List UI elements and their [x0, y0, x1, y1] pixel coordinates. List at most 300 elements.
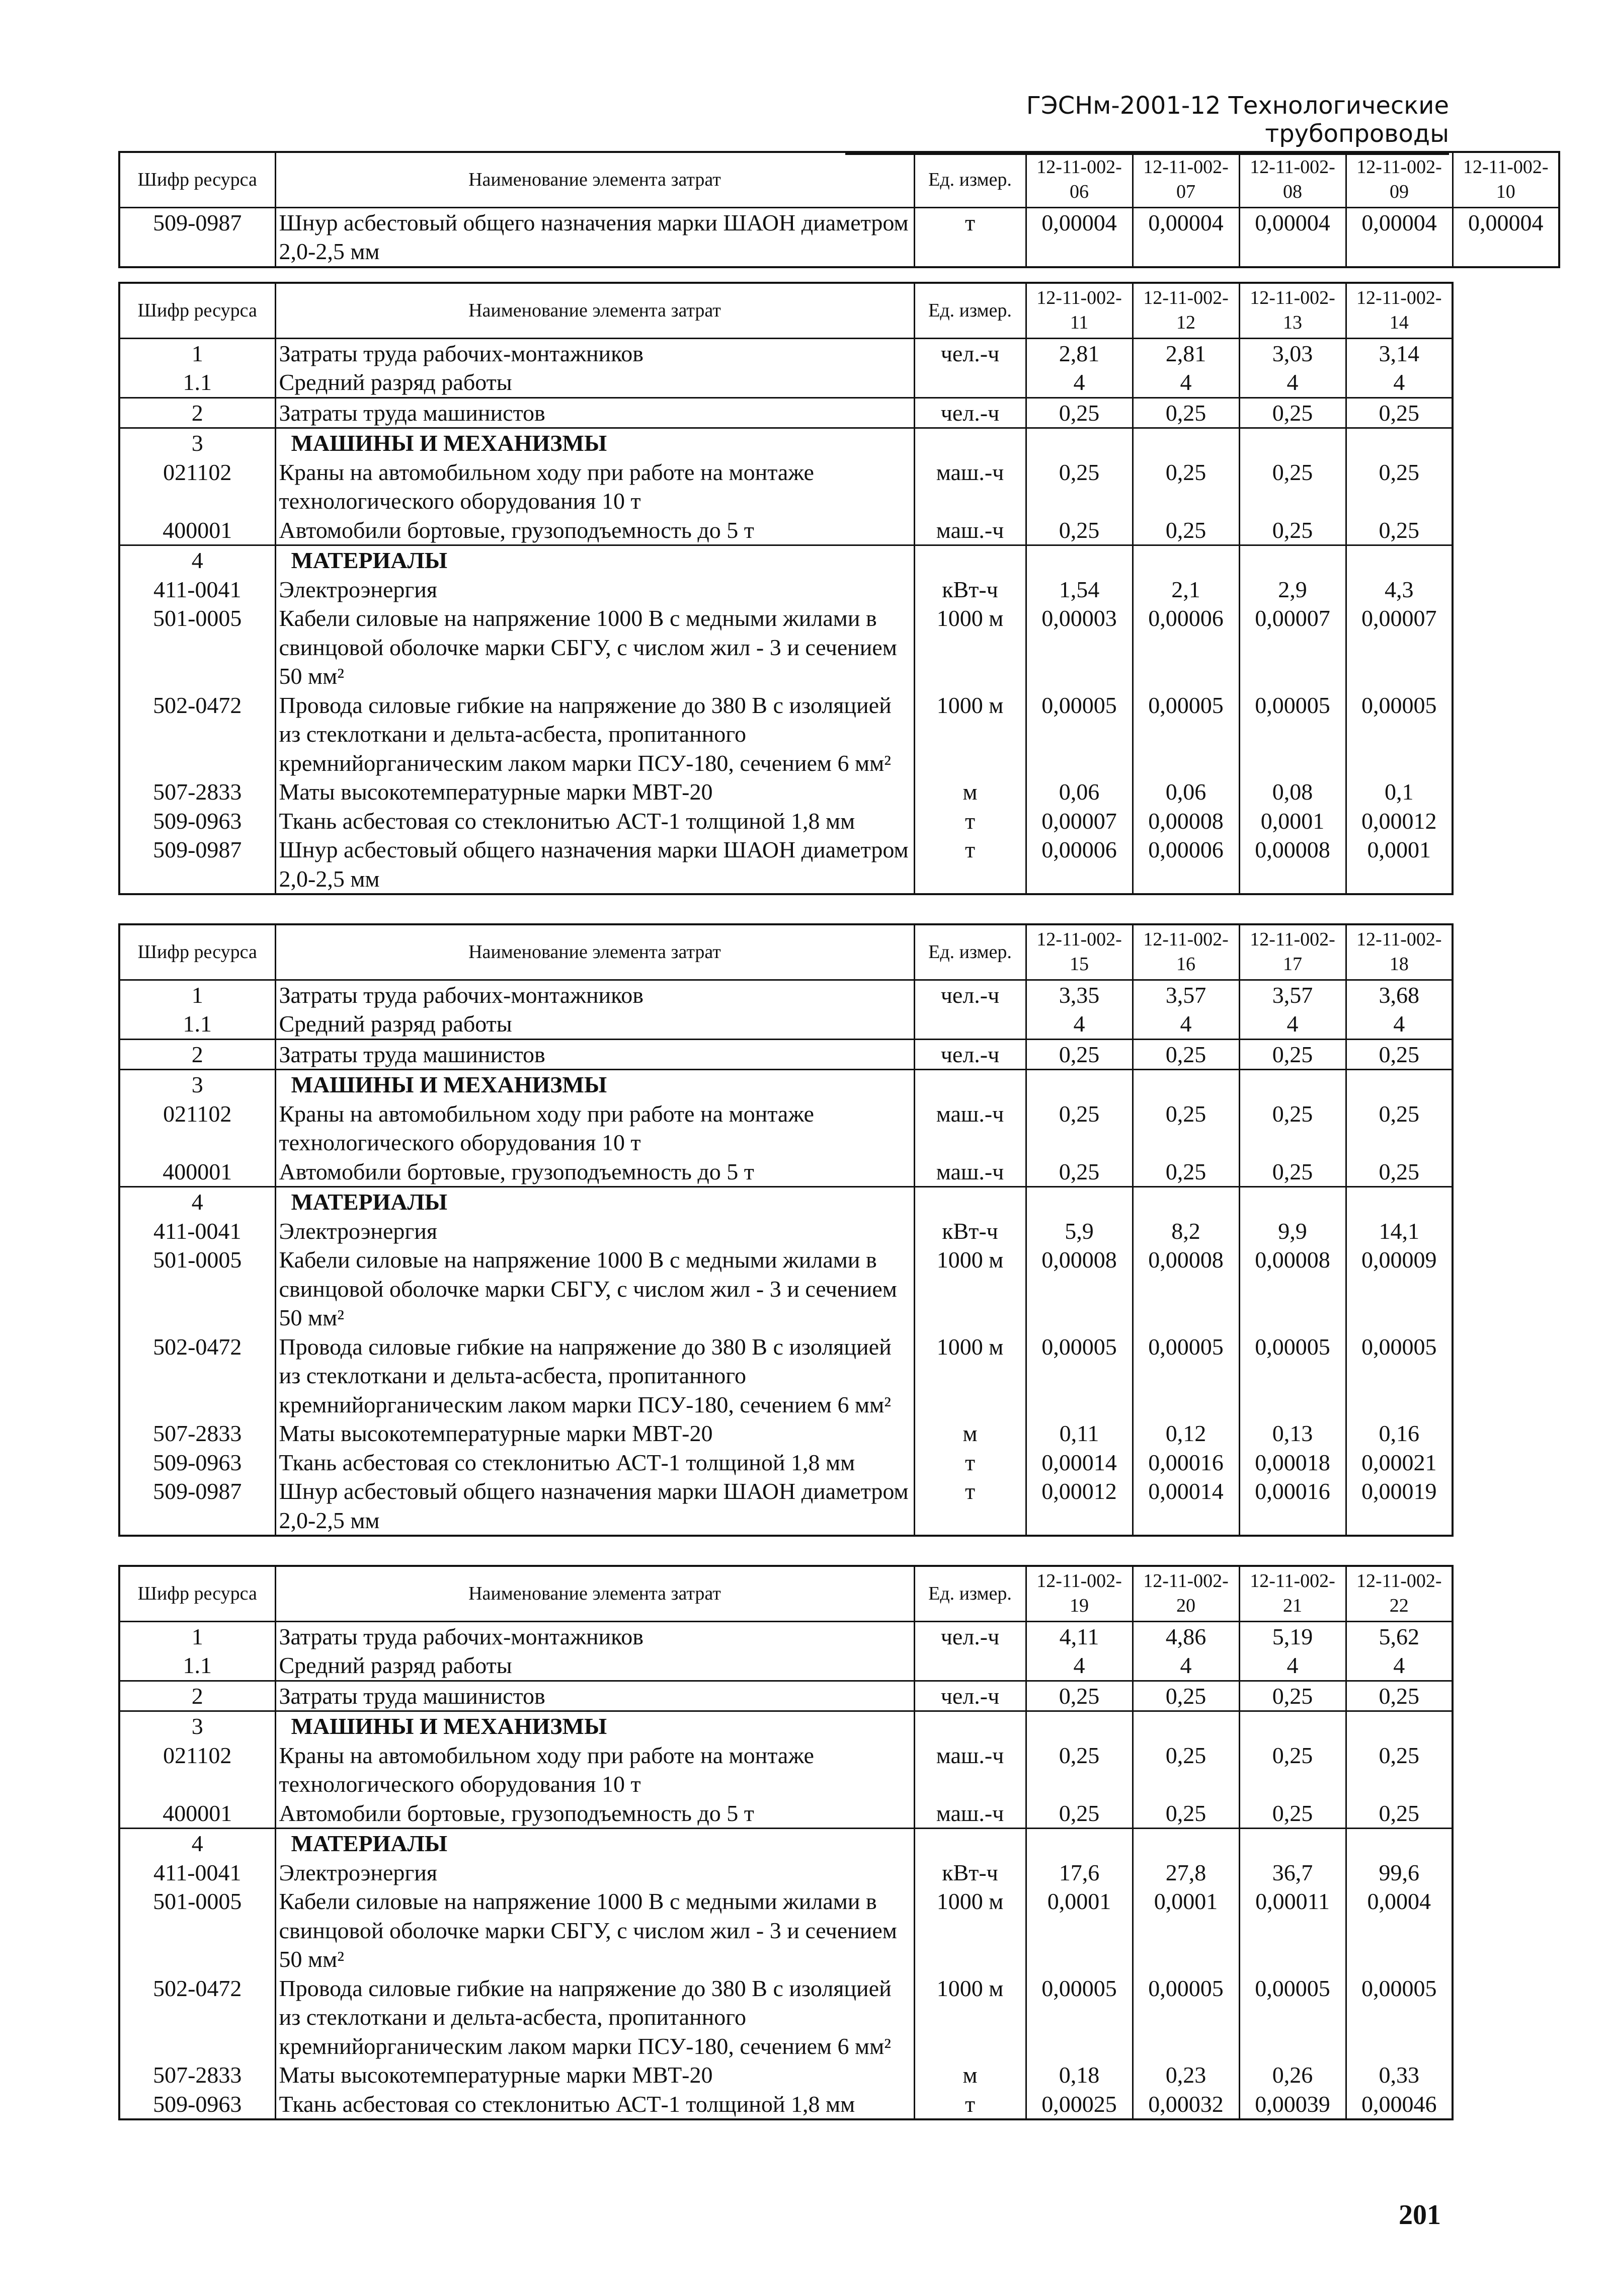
- norm-value: 4: [1133, 1009, 1239, 1039]
- norm-value: 0,00005: [1026, 1332, 1133, 1419]
- resource-unit: маш.-ч: [914, 1157, 1026, 1187]
- resource-code: 400001: [119, 1799, 275, 1829]
- norm-value: 4: [1239, 368, 1346, 398]
- norm-value: 0,25: [1239, 1157, 1346, 1187]
- norm-value: 0,18: [1026, 2061, 1133, 2090]
- section-row: [119, 545, 1453, 575]
- norm-value: 0,25: [1239, 1741, 1346, 1799]
- norm-value: 4: [1133, 368, 1239, 398]
- norm-value: 3,03: [1239, 338, 1346, 368]
- resource-name: Автомобили бортовые, грузоподъемность до 5 т: [275, 516, 914, 545]
- resource-unit: чел.-ч: [914, 338, 1026, 368]
- norm-value: [1239, 428, 1346, 458]
- resource-unit: кВт-ч: [914, 575, 1026, 604]
- table-row: [119, 980, 1453, 1009]
- norm-value: 0,25: [1026, 1681, 1133, 1711]
- norm-value: 0,00012: [1026, 1477, 1133, 1536]
- norm-value: 2,1: [1133, 575, 1239, 604]
- norm-value: 0,25: [1239, 1099, 1346, 1157]
- norm-value: 0,00005: [1239, 691, 1346, 778]
- norm-value: 1,54: [1026, 575, 1133, 604]
- resource-table: [118, 1565, 1454, 2120]
- norm-value: 0,00008: [1239, 1245, 1346, 1332]
- header-norm-code: 12-11-002-17: [1239, 924, 1346, 980]
- resource-unit: т: [914, 835, 1026, 894]
- resource-name: Затраты труда машинистов: [275, 1681, 914, 1711]
- header-norm-code: 12-11-002-06: [1026, 152, 1133, 207]
- resource-name: Автомобили бортовые, грузоподъемность до 5 т: [275, 1157, 914, 1187]
- resource-unit: [914, 545, 1026, 575]
- norm-value: 0,13: [1239, 1419, 1346, 1448]
- resource-code: 021102: [119, 458, 275, 516]
- resource-unit: чел.-ч: [914, 980, 1026, 1009]
- norm-value: [1026, 428, 1133, 458]
- resource-code: 1.1: [119, 368, 275, 398]
- norm-value: [1133, 428, 1239, 458]
- norm-value: 0,25: [1346, 1681, 1453, 1711]
- norm-value: 0,25: [1239, 1681, 1346, 1711]
- resource-unit: м: [914, 2061, 1026, 2090]
- norm-value: 0,25: [1346, 1799, 1453, 1829]
- norm-value: 0,25: [1239, 1799, 1346, 1829]
- table-row: [119, 575, 1453, 604]
- norm-value: 0,0001: [1239, 807, 1346, 836]
- norm-value: 0,00007: [1346, 604, 1453, 691]
- norm-value: 4: [1239, 1009, 1346, 1039]
- norm-value: 0,25: [1346, 1099, 1453, 1157]
- norm-value: 0,00025: [1026, 2090, 1133, 2120]
- table-row: [119, 207, 1559, 267]
- header-unit: Ед. измер.: [914, 152, 1026, 207]
- table-row: [119, 835, 1453, 894]
- resource-unit: [914, 1187, 1026, 1217]
- resource-name: Краны на автомобильном ходу при работе на монтаже технологического оборудования 10 т: [275, 458, 914, 516]
- norm-value: 0,00005: [1026, 691, 1133, 778]
- header-norm-code: 12-11-002-12: [1133, 283, 1239, 338]
- norm-value: [1026, 545, 1133, 575]
- table-row: [119, 1799, 1453, 1829]
- table-row: [119, 1039, 1453, 1070]
- norm-value: 0,25: [1026, 1039, 1133, 1070]
- norm-value: [1133, 1070, 1239, 1099]
- resource-code: 021102: [119, 1741, 275, 1799]
- norm-value: 0,0001: [1346, 835, 1453, 894]
- resource-code: 509-0963: [119, 1448, 275, 1477]
- resource-code: 3: [119, 428, 275, 458]
- resource-unit: [914, 1711, 1026, 1741]
- resource-unit: маш.-ч: [914, 1099, 1026, 1157]
- table-row: [119, 1448, 1453, 1477]
- norm-value: 0,00008: [1026, 1245, 1133, 1332]
- norm-value: 0,1: [1346, 777, 1453, 807]
- norm-value: 0,00016: [1133, 1448, 1239, 1477]
- norm-value: 0,00006: [1133, 604, 1239, 691]
- norm-value: 0,00046: [1346, 2090, 1453, 2120]
- resource-code: 502-0472: [119, 691, 275, 778]
- norm-value: 0,00004: [1453, 207, 1559, 267]
- resource-table: [118, 923, 1454, 1537]
- resource-name: Электроэнергия: [275, 1858, 914, 1887]
- resource-code: 411-0041: [119, 1858, 275, 1887]
- norm-value: 0,00019: [1346, 1477, 1453, 1536]
- resource-name: Шнур асбестовый общего назначения марки ШАОН диаметром 2,0-2,5 мм: [275, 835, 914, 894]
- table-row: [119, 1009, 1453, 1039]
- header-name: Наименование элемента затрат: [275, 1566, 914, 1621]
- norm-value: 3,35: [1026, 980, 1133, 1009]
- table-row: [119, 1245, 1453, 1332]
- resource-name: Провода силовые гибкие на напряжение до 380 В с изоляцией из стеклоткани и дельта-асбеста, пропитанного кремнийорганическим лаком марки ПСУ-180, сечением 6 мм²: [275, 691, 914, 778]
- norm-value: 0,00021: [1346, 1448, 1453, 1477]
- resource-unit: [914, 428, 1026, 458]
- norm-value: 0,00005: [1346, 1332, 1453, 1419]
- header-code: Шифр ресурса: [119, 924, 275, 980]
- norm-value: [1239, 1829, 1346, 1858]
- norm-value: 4: [1346, 368, 1453, 398]
- norm-value: 0,00004: [1346, 207, 1453, 267]
- resource-code: 2: [119, 398, 275, 428]
- norm-value: 2,81: [1026, 338, 1133, 368]
- resource-name: Шнур асбестовый общего назначения марки ШАОН диаметром 2,0-2,5 мм: [275, 1477, 914, 1536]
- norm-value: 0,00008: [1239, 835, 1346, 894]
- norm-value: [1133, 1187, 1239, 1217]
- resource-unit: чел.-ч: [914, 1039, 1026, 1070]
- header-norm-code: 12-11-002-21: [1239, 1566, 1346, 1621]
- header-norm-code: 12-11-002-20: [1133, 1566, 1239, 1621]
- norm-value: 0,25: [1026, 458, 1133, 516]
- resource-code: 400001: [119, 1157, 275, 1187]
- resource-code: 3: [119, 1070, 275, 1099]
- resource-unit: кВт-ч: [914, 1217, 1026, 1246]
- resource-code: 501-0005: [119, 1887, 275, 1974]
- norm-value: 0,00005: [1346, 691, 1453, 778]
- header-norm-code: 12-11-002-08: [1239, 152, 1346, 207]
- norm-value: 0,00005: [1239, 1332, 1346, 1419]
- header-name: Наименование элемента затрат: [275, 152, 914, 207]
- resource-unit: т: [914, 1477, 1026, 1536]
- header-norm-code: 12-11-002-09: [1346, 152, 1453, 207]
- resource-name: Затраты труда машинистов: [275, 1039, 914, 1070]
- resource-name: Маты высокотемпературные марки МВТ-20: [275, 777, 914, 807]
- norm-value: 0,00007: [1026, 807, 1133, 836]
- resource-name: Ткань асбестовая со стеклонитью АСТ-1 толщиной 1,8 мм: [275, 1448, 914, 1477]
- resource-code: 509-0987: [119, 1477, 275, 1536]
- norm-value: 27,8: [1133, 1858, 1239, 1887]
- table-row: [119, 1651, 1453, 1681]
- norm-value: 0,00016: [1239, 1477, 1346, 1536]
- norm-value: 0,00007: [1239, 604, 1346, 691]
- norm-value: 5,19: [1239, 1621, 1346, 1651]
- resource-unit: т: [914, 1448, 1026, 1477]
- resource-name: Затраты труда машинистов: [275, 398, 914, 428]
- table-row: [119, 1332, 1453, 1419]
- table-row: [119, 1741, 1453, 1799]
- norm-value: 0,25: [1133, 1799, 1239, 1829]
- resource-name: Маты высокотемпературные марки МВТ-20: [275, 2061, 914, 2090]
- resource-name: Краны на автомобильном ходу при работе на монтаже технологического оборудования 10 т: [275, 1099, 914, 1157]
- norm-value: 2,81: [1133, 338, 1239, 368]
- norm-value: [1239, 545, 1346, 575]
- norm-value: 0,23: [1133, 2061, 1239, 2090]
- table-row: [119, 368, 1453, 398]
- header-name: Наименование элемента затрат: [275, 924, 914, 980]
- section-title: МАТЕРИАЛЫ: [275, 1187, 914, 1217]
- norm-value: 3,68: [1346, 980, 1453, 1009]
- norm-value: 0,00005: [1346, 1974, 1453, 2061]
- resource-unit: [914, 1829, 1026, 1858]
- header-unit: Ед. измер.: [914, 924, 1026, 980]
- section-row: [119, 1829, 1453, 1858]
- resource-code: 509-0987: [119, 835, 275, 894]
- header-unit: Ед. измер.: [914, 283, 1026, 338]
- section-row: [119, 1711, 1453, 1741]
- header-norm-code: 12-11-002-11: [1026, 283, 1133, 338]
- resource-unit: м: [914, 1419, 1026, 1448]
- resource-code: 509-0987: [119, 207, 275, 267]
- norm-value: 0,26: [1239, 2061, 1346, 2090]
- norm-value: 0,25: [1133, 1741, 1239, 1799]
- norm-value: [1239, 1070, 1346, 1099]
- resource-unit: [914, 1651, 1026, 1681]
- resource-name: Электроэнергия: [275, 575, 914, 604]
- table-row: [119, 2061, 1453, 2090]
- norm-value: 0,25: [1133, 458, 1239, 516]
- section-row: [119, 1187, 1453, 1217]
- table-row: [119, 1621, 1453, 1651]
- norm-value: 0,0001: [1133, 1887, 1239, 1974]
- table-row: [119, 777, 1453, 807]
- norm-value: 0,25: [1346, 1157, 1453, 1187]
- norm-value: 0,00018: [1239, 1448, 1346, 1477]
- norm-value: 0,25: [1026, 1099, 1133, 1157]
- norm-value: [1346, 1187, 1453, 1217]
- norm-value: [1133, 545, 1239, 575]
- table-row: [119, 1157, 1453, 1187]
- resource-code: 1.1: [119, 1009, 275, 1039]
- norm-value: 0,00006: [1026, 835, 1133, 894]
- section-title: МАТЕРИАЛЫ: [275, 545, 914, 575]
- norm-value: 99,6: [1346, 1858, 1453, 1887]
- norm-value: 0,25: [1239, 458, 1346, 516]
- resource-code: 501-0005: [119, 1245, 275, 1332]
- resource-name: Автомобили бортовые, грузоподъемность до 5 т: [275, 1799, 914, 1829]
- norm-value: 0,00003: [1026, 604, 1133, 691]
- norm-value: 0,00011: [1239, 1887, 1346, 1974]
- resource-table: [118, 282, 1454, 895]
- norm-value: 0,25: [1239, 516, 1346, 545]
- section-title: МАШИНЫ И МЕХАНИЗМЫ: [275, 1070, 914, 1099]
- norm-value: [1346, 1711, 1453, 1741]
- norm-value: [1026, 1711, 1133, 1741]
- norm-value: 0,25: [1346, 1741, 1453, 1799]
- header-norm-code: 12-11-002-16: [1133, 924, 1239, 980]
- norm-value: 0,25: [1346, 398, 1453, 428]
- resource-unit: маш.-ч: [914, 1799, 1026, 1829]
- resource-code: 501-0005: [119, 604, 275, 691]
- page-number: 201: [1399, 2199, 1441, 2231]
- resource-code: 502-0472: [119, 1974, 275, 2061]
- table-row: [119, 1217, 1453, 1246]
- norm-value: [1239, 1711, 1346, 1741]
- resource-name: Ткань асбестовая со стеклонитью АСТ-1 толщиной 1,8 мм: [275, 807, 914, 836]
- norm-value: 0,00009: [1346, 1245, 1453, 1332]
- resource-code: 1: [119, 338, 275, 368]
- resource-unit: чел.-ч: [914, 1621, 1026, 1651]
- norm-value: 14,1: [1346, 1217, 1453, 1246]
- norm-value: 9,9: [1239, 1217, 1346, 1246]
- norm-value: 0,00014: [1026, 1448, 1133, 1477]
- norm-value: 4: [1026, 1651, 1133, 1681]
- resource-code: 1: [119, 1621, 275, 1651]
- resource-code: 507-2833: [119, 777, 275, 807]
- norm-value: 0,12: [1133, 1419, 1239, 1448]
- resource-name: Кабели силовые на напряжение 1000 В с медными жилами в свинцовой оболочке марки СБГУ, с числом жил - 3 и сечением 50 мм²: [275, 604, 914, 691]
- resource-unit: чел.-ч: [914, 1681, 1026, 1711]
- resource-code: 3: [119, 1711, 275, 1741]
- resource-code: 021102: [119, 1099, 275, 1157]
- resource-name: Ткань асбестовая со стеклонитью АСТ-1 толщиной 1,8 мм: [275, 2090, 914, 2120]
- table-row: [119, 458, 1453, 516]
- resource-code: 507-2833: [119, 2061, 275, 2090]
- table-row: [119, 2090, 1453, 2120]
- header-norm-code: 12-11-002-07: [1133, 152, 1239, 207]
- norm-value: 8,2: [1133, 1217, 1239, 1246]
- norm-value: 0,06: [1026, 777, 1133, 807]
- resource-name: Средний разряд работы: [275, 1651, 914, 1681]
- norm-value: 4: [1346, 1009, 1453, 1039]
- norm-value: 36,7: [1239, 1858, 1346, 1887]
- norm-value: 0,25: [1133, 1681, 1239, 1711]
- resource-name: Маты высокотемпературные марки МВТ-20: [275, 1419, 914, 1448]
- resource-unit: 1000 м: [914, 1332, 1026, 1419]
- resource-name: Затраты труда рабочих-монтажников: [275, 338, 914, 368]
- norm-value: 0,25: [1133, 1039, 1239, 1070]
- resource-code: 400001: [119, 516, 275, 545]
- norm-value: 0,16: [1346, 1419, 1453, 1448]
- header-code: Шифр ресурса: [119, 152, 275, 207]
- norm-value: [1026, 1187, 1133, 1217]
- table-row: [119, 398, 1453, 428]
- resource-code: 1.1: [119, 1651, 275, 1681]
- norm-value: 0,25: [1239, 1039, 1346, 1070]
- table-row: [119, 807, 1453, 836]
- norm-value: 4,86: [1133, 1621, 1239, 1651]
- norm-value: [1133, 1829, 1239, 1858]
- norm-value: [1346, 1829, 1453, 1858]
- section-title: МАШИНЫ И МЕХАНИЗМЫ: [275, 428, 914, 458]
- table-row: [119, 1477, 1453, 1536]
- norm-value: 0,25: [1133, 1157, 1239, 1187]
- header-norm-code: 12-11-002-22: [1346, 1566, 1453, 1621]
- page-header: ГЭСНм-2001-12 Технологические трубопроводы: [845, 92, 1449, 155]
- table-row: [119, 604, 1453, 691]
- resource-code: 509-0963: [119, 807, 275, 836]
- resource-unit: маш.-ч: [914, 516, 1026, 545]
- resource-unit: [914, 1009, 1026, 1039]
- norm-value: 0,00006: [1133, 835, 1239, 894]
- table-row: [119, 691, 1453, 778]
- norm-value: 3,57: [1239, 980, 1346, 1009]
- table-row: [119, 1974, 1453, 2061]
- resource-code: 411-0041: [119, 575, 275, 604]
- resource-name: Шнур асбестовый общего назначения марки ШАОН диаметром 2,0-2,5 мм: [275, 207, 914, 267]
- table-row: [119, 1419, 1453, 1448]
- norm-value: 0,00008: [1133, 807, 1239, 836]
- norm-value: 0,0001: [1026, 1887, 1133, 1974]
- resource-unit: 1000 м: [914, 604, 1026, 691]
- norm-value: [1346, 545, 1453, 575]
- norm-value: 4: [1026, 368, 1133, 398]
- resource-unit: [914, 368, 1026, 398]
- resource-unit: маш.-ч: [914, 1741, 1026, 1799]
- resource-unit: чел.-ч: [914, 398, 1026, 428]
- resource-code: 4: [119, 1829, 275, 1858]
- norm-value: 0,06: [1133, 777, 1239, 807]
- norm-value: 0,25: [1239, 398, 1346, 428]
- header-norm-code: 12-11-002-10: [1453, 152, 1559, 207]
- norm-value: 4: [1026, 1009, 1133, 1039]
- resource-code: 502-0472: [119, 1332, 275, 1419]
- norm-value: 0,00005: [1026, 1974, 1133, 2061]
- header-unit: Ед. измер.: [914, 1566, 1026, 1621]
- resource-table: [118, 151, 1560, 268]
- resource-name: Провода силовые гибкие на напряжение до 380 В с изоляцией из стеклоткани и дельта-асбеста, пропитанного кремнийорганическим лаком марки ПСУ-180, сечением 6 мм²: [275, 1974, 914, 2061]
- norm-value: 0,00005: [1133, 1974, 1239, 2061]
- resource-unit: м: [914, 777, 1026, 807]
- section-title: МАШИНЫ И МЕХАНИЗМЫ: [275, 1711, 914, 1741]
- resource-name: Средний разряд работы: [275, 1009, 914, 1039]
- norm-value: 0,25: [1026, 516, 1133, 545]
- norm-value: 4: [1346, 1651, 1453, 1681]
- resource-unit: 1000 м: [914, 1887, 1026, 1974]
- norm-value: 0,00039: [1239, 2090, 1346, 2120]
- resource-unit: [914, 1070, 1026, 1099]
- resource-unit: 1000 м: [914, 1245, 1026, 1332]
- header-name: Наименование элемента затрат: [275, 283, 914, 338]
- norm-value: 0,00012: [1346, 807, 1453, 836]
- resource-name: Затраты труда рабочих-монтажников: [275, 1621, 914, 1651]
- resource-name: Средний разряд работы: [275, 368, 914, 398]
- norm-value: 5,62: [1346, 1621, 1453, 1651]
- resource-code: 1: [119, 980, 275, 1009]
- header-norm-code: 12-11-002-19: [1026, 1566, 1133, 1621]
- resource-code: 4: [119, 1187, 275, 1217]
- resource-name: Кабели силовые на напряжение 1000 В с медными жилами в свинцовой оболочке марки СБГУ, с числом жил - 3 и сечением 50 мм²: [275, 1887, 914, 1974]
- norm-value: 0,25: [1026, 1741, 1133, 1799]
- norm-value: 3,57: [1133, 980, 1239, 1009]
- norm-value: [1346, 1070, 1453, 1099]
- norm-value: 0,00008: [1133, 1245, 1239, 1332]
- norm-value: 0,08: [1239, 777, 1346, 807]
- table-row: [119, 516, 1453, 545]
- resource-code: 4: [119, 545, 275, 575]
- norm-value: 0,25: [1133, 1099, 1239, 1157]
- norm-value: 0,33: [1346, 2061, 1453, 2090]
- resource-name: Провода силовые гибкие на напряжение до 380 В с изоляцией из стеклоткани и дельта-асбеста, пропитанного кремнийорганическим лаком марки ПСУ-180, сечением 6 мм²: [275, 1332, 914, 1419]
- section-title: МАТЕРИАЛЫ: [275, 1829, 914, 1858]
- header-norm-code: 12-11-002-14: [1346, 283, 1453, 338]
- norm-value: 0,00004: [1239, 207, 1346, 267]
- resource-unit: кВт-ч: [914, 1858, 1026, 1887]
- norm-value: 0,00004: [1026, 207, 1133, 267]
- norm-value: 0,00032: [1133, 2090, 1239, 2120]
- norm-value: 17,6: [1026, 1858, 1133, 1887]
- norm-value: 0,25: [1026, 1799, 1133, 1829]
- norm-value: 0,11: [1026, 1419, 1133, 1448]
- norm-value: 5,9: [1026, 1217, 1133, 1246]
- resource-code: 411-0041: [119, 1217, 275, 1246]
- table-row: [119, 1099, 1453, 1157]
- section-row: [119, 1070, 1453, 1099]
